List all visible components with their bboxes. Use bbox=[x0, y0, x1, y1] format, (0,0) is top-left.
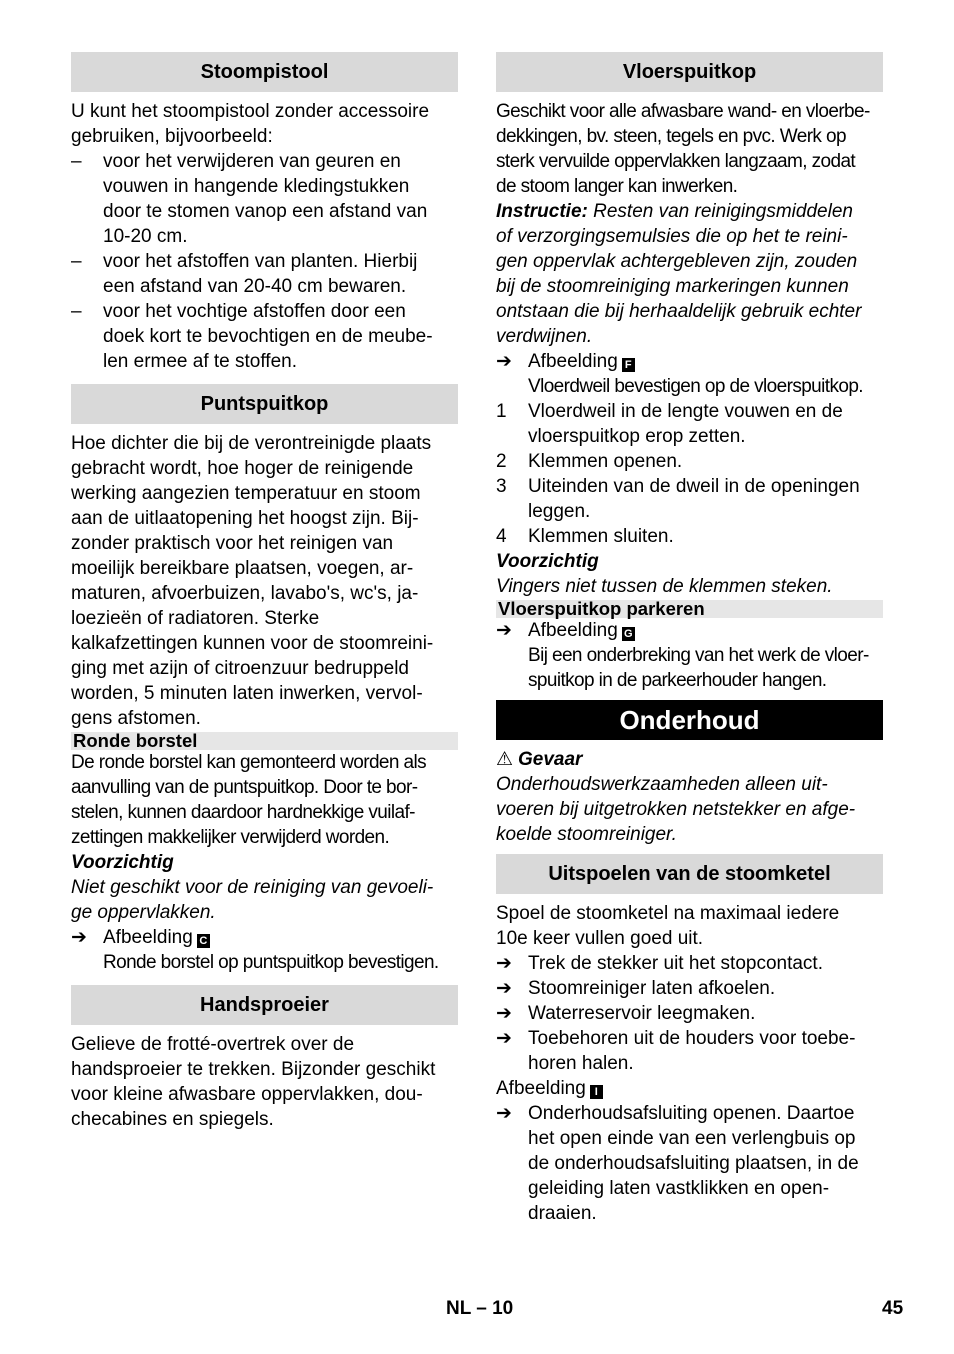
left-column bbox=[71, 52, 458, 1132]
figure-caption: Vloerdweil bevestigen op de vloerspuitkop. bbox=[528, 376, 863, 397]
arrow-step: ➔ Stoomreiniger laten afkoelen. bbox=[496, 978, 776, 999]
heading-vloerspuitkop: Vloerspuitkop bbox=[496, 52, 883, 92]
handsproeier-body: Gelieve de frotté-overtrek over de handsproeier te trekken. Bijzonder geschikt voor kleine afwasbare oppervlakken, dou- checabines en spiegels. bbox=[71, 1034, 436, 1130]
ronde-borstel-body: De ronde borstel kan gemonteerd worden als aanvulling van de puntspuitkop. Door te bor- stelen, kunnen daardoor hardnekkige vuilaf- zettingen makkelijker verwijderd worden. bbox=[71, 752, 427, 848]
arrow-icon: ➔ bbox=[496, 1028, 512, 1049]
right-column bbox=[496, 52, 883, 1226]
caution-title: Voorzichtig bbox=[496, 551, 599, 572]
arrow-icon: ➔ bbox=[71, 927, 87, 948]
dash-marker: – bbox=[71, 251, 82, 272]
dash-marker: – bbox=[71, 151, 82, 172]
numbered-step: 2 Klemmen openen. bbox=[496, 451, 683, 472]
figure-caption: Ronde borstel op puntspuitkop bevestigen. bbox=[103, 952, 439, 973]
stoompistool-intro: U kunt het stoompistool zonder accessoire gebruiken, bijvoorbeeld: bbox=[71, 101, 430, 147]
warning-triangle-icon: ⚠ bbox=[496, 749, 514, 770]
figure-caption: Bij een onderbreking van het werk de vloer- spuitkop in de parkeerhouder hangen. bbox=[528, 645, 869, 691]
footer-section-label: NL – 10 bbox=[446, 1298, 514, 1319]
arrow-step: ➔ Waterreservoir leegmaken. bbox=[496, 1003, 756, 1024]
page-number: 45 bbox=[882, 1298, 904, 1319]
instruction-label: Instructie: bbox=[496, 201, 588, 222]
uitspoelen-body: Spoel de stoomketel na maximaal iedere 10e keer vullen goed uit. bbox=[496, 903, 840, 949]
danger-title: ⚠ Gevaar bbox=[496, 749, 583, 770]
heading-uitspoelen: Uitspoelen van de stoomketel bbox=[496, 854, 883, 894]
figure-reference: ➔ Afbeelding C bbox=[71, 925, 458, 950]
heading-puntspuitkop: Puntspuitkop bbox=[71, 384, 458, 424]
heading-vloerspuitkop-parkeren: Vloerspuitkop parkeren bbox=[496, 600, 883, 618]
arrow-icon: ➔ bbox=[496, 620, 512, 641]
figure-letter-badge: I bbox=[590, 1085, 603, 1099]
step-number: 2 bbox=[496, 451, 507, 472]
numbered-step: 1 Vloerdweil in de lengte vouwen en de vloerspuitkop erop zetten. bbox=[496, 401, 843, 447]
heading-stoompistool: Stoompistool bbox=[71, 52, 458, 92]
arrow-icon: ➔ bbox=[496, 351, 512, 372]
step-number: 4 bbox=[496, 526, 507, 547]
caution-title: Voorzichtig bbox=[71, 852, 174, 873]
arrow-step: ➔ Trek de stekker uit het stopcontact. bbox=[496, 953, 823, 974]
figure-reference: Afbeelding I bbox=[496, 1076, 883, 1101]
list-item: – voor het verwijderen van geuren en vouwen in hangende kledingstukken door te stomen vanop een afstand van 10-20 cm. bbox=[71, 151, 428, 247]
numbered-step: 4 Klemmen sluiten. bbox=[496, 526, 674, 547]
danger-text: Onderhoudswerkzaamheden alleen uit- voeren bij uitgetrokken netstekker en afge- koelde stoomreiniger. bbox=[496, 774, 856, 845]
arrow-icon: ➔ bbox=[496, 1003, 512, 1024]
heading-onderhoud: Onderhoud bbox=[496, 700, 883, 740]
arrow-step: ➔ Toebehoren uit de houders voor toebe- horen halen. bbox=[496, 1028, 856, 1074]
step-number: 1 bbox=[496, 401, 507, 422]
figure-letter-badge: C bbox=[197, 934, 210, 948]
vloerspuitkop-body: Geschikt voor alle afwasbare wand- en vloerbe- dekkingen, bv. steen, tegels en pvc. Werk op sterk vervuilde oppervlakken langzaam, zodat de stoom langer kan inwerken. bbox=[496, 101, 870, 197]
dash-marker: – bbox=[71, 301, 82, 322]
arrow-icon: ➔ bbox=[496, 978, 512, 999]
list-item: – voor het afstoffen van planten. Hierbij een afstand van 20-40 cm bewaren. bbox=[71, 251, 418, 297]
figure-reference: ➔ Afbeelding F bbox=[496, 349, 883, 374]
heading-ronde-borstel: Ronde borstel bbox=[71, 732, 458, 750]
figure-reference: ➔ Afbeelding G bbox=[496, 618, 883, 643]
caution-text: Vingers niet tussen de klemmen steken. bbox=[496, 576, 833, 597]
figure-letter-badge: F bbox=[622, 358, 635, 372]
arrow-step: ➔ Onderhoudsafsluiting openen. Daartoe het open einde van een verlengbuis op de onderhoudsafsluiting plaatsen, in de geleiding laten vastklikken en open- draaien. bbox=[496, 1103, 859, 1224]
heading-handsproeier: Handsproeier bbox=[71, 985, 458, 1025]
step-number: 3 bbox=[496, 476, 507, 497]
arrow-icon: ➔ bbox=[496, 1103, 512, 1124]
puntspuitkop-body: Hoe dichter die bij de verontreinigde plaats gebracht wordt, hoe hoger de reinigende werking aangezien temperatuur en stoom aan de uitlaatopening het hoogst zijn. Bij- zonder praktisch voor het reinigen van moeilijk bereikbare plaatsen, voegen, ar- maturen, afvoerbuizen, lavabo's, wc's, ja- loezieën of radiatoren. Sterke kalkafzettingen kunnen voor de stoomreini- ging met azijn of citroenzuur bedruppeld worden, 5 minuten laten inwerken, vervol- gens afstomen. bbox=[71, 433, 434, 729]
numbered-step: 3 Uiteinden van de dweil in de openingen leggen. bbox=[496, 476, 860, 522]
arrow-icon: ➔ bbox=[496, 953, 512, 974]
list-item: – voor het vochtige afstoffen door een doek kort te bevochtigen en de meube- len ermee af te stoffen. bbox=[71, 301, 433, 372]
figure-letter-badge: G bbox=[622, 627, 635, 641]
instruction-note: Instructie: Resten van reinigingsmiddelen of verzorgingsemulsies die op het te reini- gen oppervlak achtergebleven zijn, zouden bij de stoomreiniging markeringen kunnen ontstaan die bij herhaaldelijk gebruik echter verdwijnen. bbox=[496, 201, 862, 347]
caution-text: Niet geschikt voor de reiniging van gevoeli- ge oppervlakken. bbox=[71, 877, 434, 923]
